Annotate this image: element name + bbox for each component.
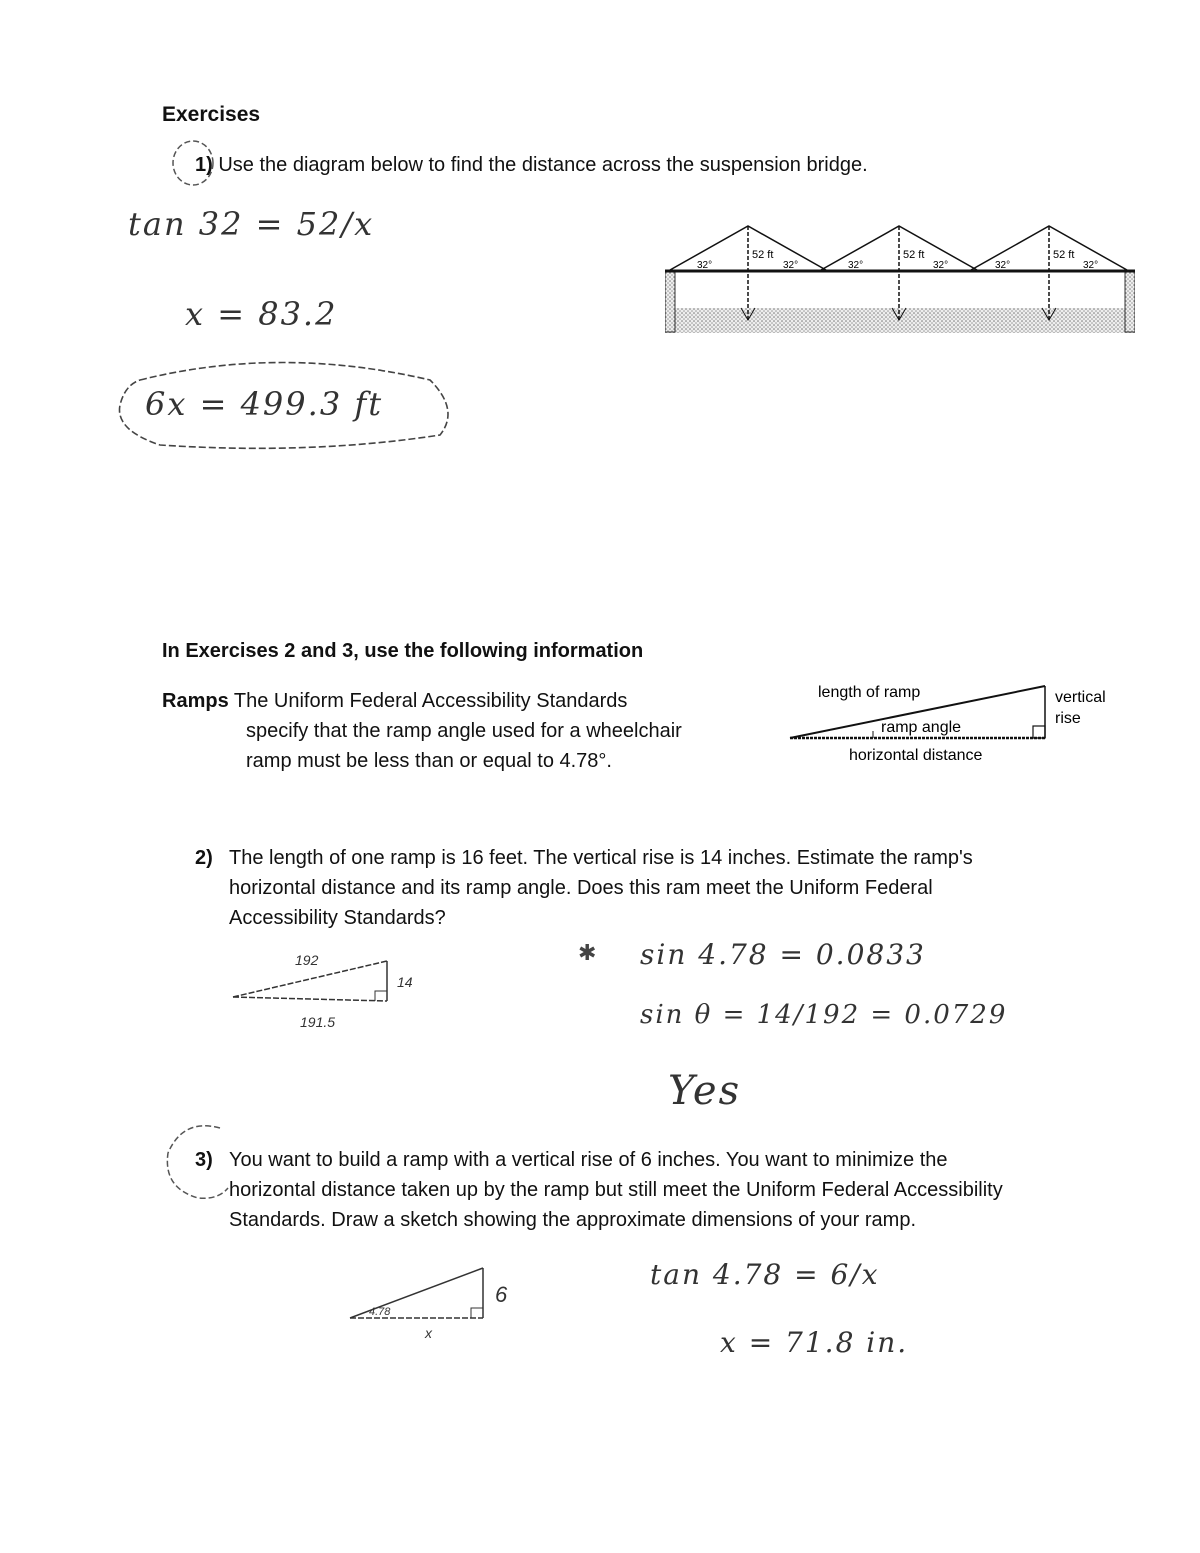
bridge-diagram — [665, 220, 1135, 335]
ex3-line-2: horizontal distance taken up by the ramp but still meet the Uniform Federal Accessibility — [229, 1179, 1003, 1201]
ex3-line-1: You want to build a ramp with a vertical rise of 6 inches. You want to minimize the — [229, 1149, 948, 1171]
angle-label-5: 32° — [995, 260, 1011, 271]
section-header: In Exercises 2 and 3, use the following information — [162, 640, 644, 662]
ex2-work-1: sin 4.78 = 0.0833 — [640, 938, 926, 971]
ex3-angle-label: 4.78 — [369, 1306, 391, 1318]
star-icon: ✱ — [578, 940, 597, 965]
height-label-2: 52 ft — [903, 249, 925, 261]
ex3-work-1: tan 4.78 = 6/x — [650, 1258, 880, 1291]
angle-label-3: 32° — [848, 260, 864, 271]
ramp-diagram — [785, 678, 1125, 768]
ex2-work-2: sin θ = 14/192 = 0.0729 — [640, 1000, 1008, 1030]
ramp-rise-label: rise — [1055, 710, 1081, 727]
ex2-line-3: Accessibility Standards? — [229, 907, 446, 929]
exercise-3-number — [195, 1145, 213, 1175]
ex3-rise-label: 6 — [495, 1282, 508, 1307]
ex1-work-answer: 6x = 499.3 ft — [145, 385, 384, 423]
page-title: Exercises — [162, 103, 261, 126]
bridge-tower-3 — [971, 226, 1127, 320]
bridge-tower-2 — [821, 226, 977, 320]
ex3-num: 3) — [195, 1149, 213, 1171]
angle-label-2: 32° — [783, 260, 799, 271]
exercise-2-number — [195, 843, 213, 873]
ex3-base-label: x — [425, 1325, 432, 1341]
ex2-num: 2) — [195, 847, 213, 869]
angle-label-1: 32° — [697, 260, 713, 271]
ex3-work-2: x = 71.8 in. — [720, 1326, 909, 1359]
angle-label-4: 32° — [933, 260, 949, 271]
ramps-line-1: The Uniform Federal Accessibility Standards — [233, 690, 628, 712]
ex1-work-x: x = 83.2 — [185, 295, 338, 333]
ramp-vertical-label: vertical — [1055, 689, 1106, 706]
ramps-line-2: specify that the ramp angle used for a wheelchair — [246, 720, 682, 742]
circle-mark-1 — [168, 135, 228, 190]
ex2-hyp-label: 192 — [295, 952, 319, 968]
ex2-line-1: The length of one ramp is 16 feet. The vertical rise is 14 inches. Estimate the ramp's — [229, 847, 973, 869]
ramp-length-label: length of ramp — [818, 684, 921, 701]
ramps-label: Ramps — [162, 690, 229, 712]
ramps-line-3: ramp must be less than or equal to 4.78°. — [246, 750, 612, 772]
exercise-1-prompt: Use the diagram below to find the distance across the suspension bridge. — [218, 154, 868, 176]
ex2-line-2: horizontal distance and its ramp angle. Does this ram meet the Uniform Federal — [229, 877, 933, 899]
ex3-line-3: Standards. Draw a sketch showing the approximate dimensions of your ramp. — [229, 1209, 917, 1231]
ex2-work-answer: Yes — [668, 1068, 742, 1114]
bridge-tower-1 — [670, 226, 826, 320]
height-label-3: 52 ft — [1053, 249, 1075, 261]
ramp-horizontal-label: horizontal distance — [849, 747, 983, 764]
ex2-rise-label: 14 — [397, 974, 413, 990]
ramp-angle-label: ramp angle — [881, 719, 962, 736]
ex2-base-label: 191.5 — [300, 1014, 336, 1030]
exercise-1-number: 1) — [195, 154, 213, 176]
height-label-1: 52 ft — [752, 249, 774, 261]
ex1-work-tan: tan 32 = 52/x — [128, 205, 375, 243]
ex2-sketch — [225, 945, 435, 1035]
ramps-block — [162, 686, 627, 716]
exercise-1 — [195, 150, 868, 180]
angle-label-6: 32° — [1083, 260, 1099, 271]
ex3-sketch — [345, 1260, 525, 1345]
